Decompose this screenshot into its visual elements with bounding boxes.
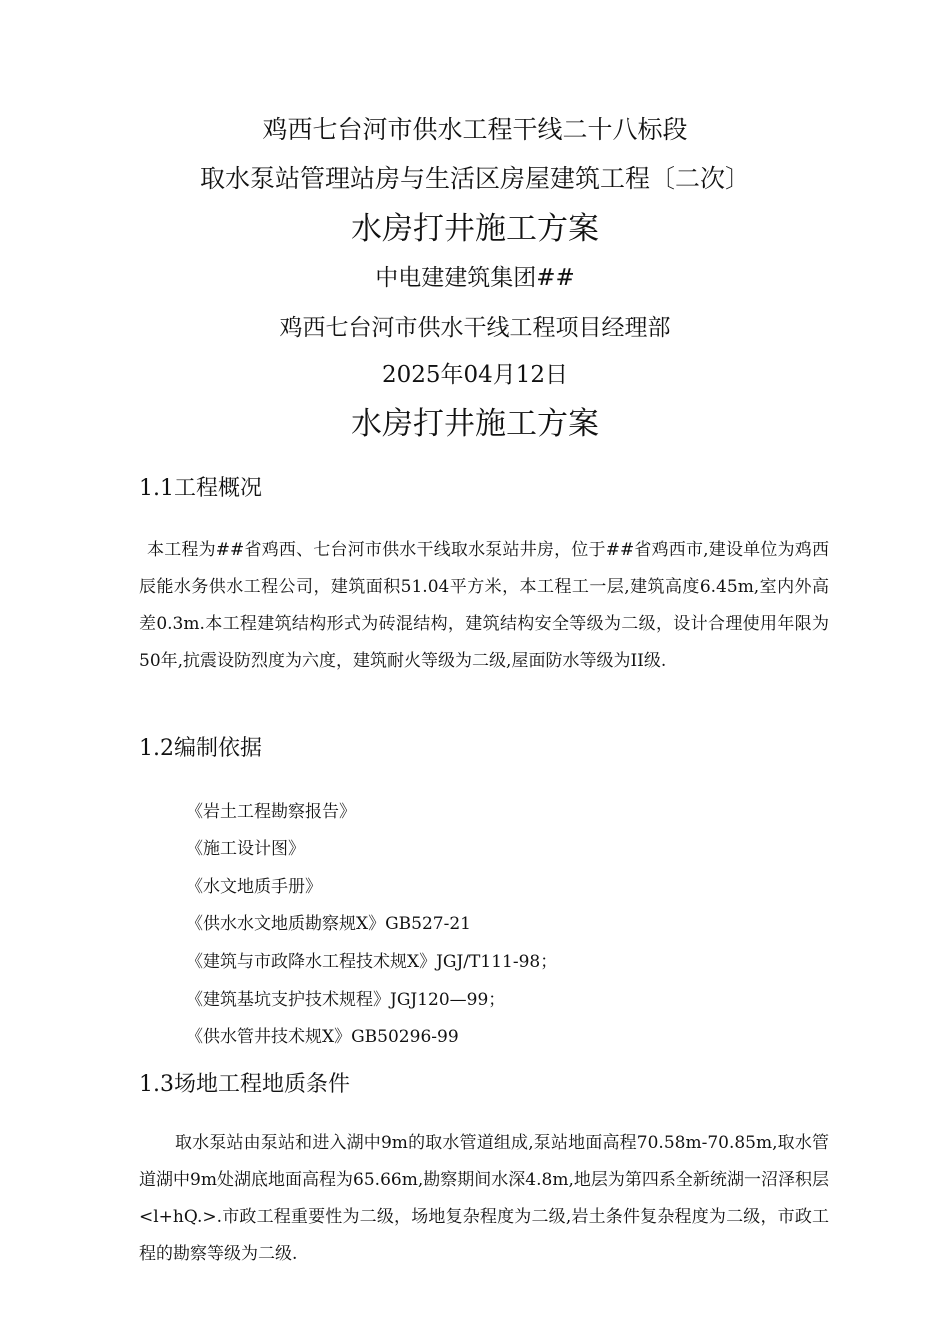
reference-item: 《岩土工程勘察报告》 (186, 802, 356, 822)
reference-item: 《供水水文地质勘察规X》GB527-21 (186, 914, 471, 934)
section-heading-overview: 1.1工程概况 (139, 476, 262, 501)
cover-title: 水房打井施工方案 (351, 211, 599, 247)
reference-item: 《供水管井技术规X》GB50296-99 (186, 1027, 459, 1047)
reference-item: 《水文地质手册》 (186, 877, 322, 897)
section-heading-geology: 1.3场地工程地质条件 (139, 1072, 350, 1097)
section-heading-basis: 1.2编制依据 (139, 736, 262, 761)
reference-item: 《建筑基坑支护技术规程》JGJ120—99； (186, 990, 506, 1010)
cover-department: 鸡西七台河市供水干线工程项目经理部 (279, 315, 671, 341)
cover-date: 2025年04月12日 (381, 362, 569, 388)
section-text-geology: 取水泵站由泵站和进入湖中9m的取水管道组成,泵站地面高程70.58m-70.85m,取水管道湖中9m处湖底地面高程为65.66m,勘察期间水深4.8m,地层为第四系全新统湖一沼泽积层<l+hQ.>.市政工程重要性为二级，场地复杂程度为二级,岩土条件复杂程度为二级，市政工程的勘察等级为二级. (139, 1133, 829, 1264)
reference-item: 《建筑与市政降水工程技术规X》JGJ/T111-98； (186, 952, 558, 972)
reference-item: 《施工设计图》 (186, 839, 305, 859)
section-text-overview: 本工程为##省鸡西、七台河市供水干线取水泵站井房，位于##省鸡西市,建设单位为鸡西辰能水务供水工程公司，建筑面积51.04平方米，本工程工一层,建筑高度6.45m,室内外高差0.3m.本工程建筑结构形式为砖混结构，建筑结构安全等级为二级，设计合理使用年限为50年,抗震设防烈度为六度，建筑耐火等级为二级,屋面防水等级为II级. (139, 540, 829, 671)
document-title: 水房打井施工方案 (351, 406, 599, 442)
cover-company: 中电建建筑集团## (375, 265, 575, 291)
cover-project-line2: 取水泵站管理站房与生活区房屋建筑工程〔二次〕 (199, 164, 750, 193)
cover-project-line1: 鸡西七台河市供水工程干线二十八标段 (262, 115, 688, 144)
